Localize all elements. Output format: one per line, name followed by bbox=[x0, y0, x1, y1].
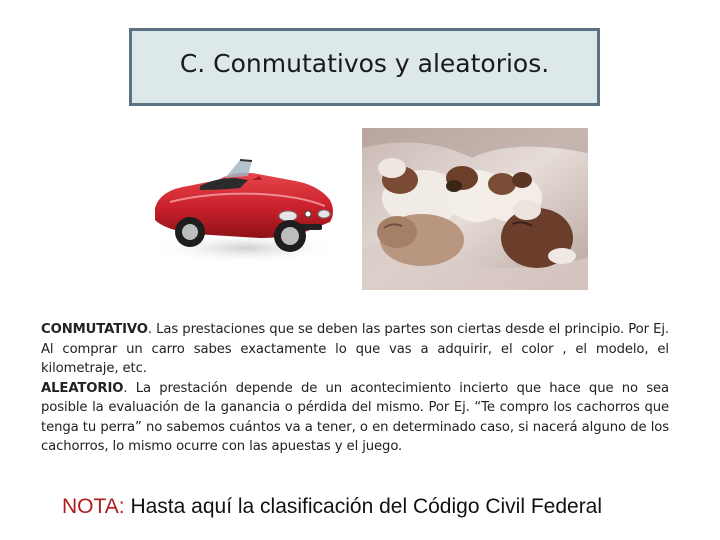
title-box bbox=[129, 28, 600, 106]
nota-text: Hasta aquí la clasificación del Código Civil Federal bbox=[124, 495, 603, 518]
term-aleatorio: ALEATORIO bbox=[41, 380, 124, 396]
body-text bbox=[41, 320, 669, 457]
paragraph-conmutativo bbox=[41, 320, 669, 379]
text-aleatorio: . La prestación depende de un acontecimiento incierto que hace que no sea posible la evaluación de la ganancia o pérdida del mismo. Por Ej. “Te compro los cachorros que tenga tu perra” no sabemos cuántos va a tener, o en determinado caso, si nacerá alguno de los cachorros, lo mismo ocurre con las apuestas y el juego. bbox=[41, 380, 669, 454]
text-conmutativo: . Las prestaciones que se deben las partes son ciertas desde el principio. Por Ej. Al comprar un carro sabes exactamente lo que vas a adquirir, el color , el modelo, el kilometraje, etc. bbox=[41, 322, 669, 376]
paragraph-aleatorio bbox=[41, 379, 669, 457]
slide-title: C. Conmutativos y aleatorios. bbox=[179, 48, 550, 78]
term-conmutativo: CONMUTATIVO bbox=[41, 322, 148, 337]
nota-label: NOTA: bbox=[62, 495, 125, 518]
car-image bbox=[140, 130, 350, 270]
nota-line bbox=[62, 495, 702, 519]
puppies-image bbox=[362, 128, 588, 290]
